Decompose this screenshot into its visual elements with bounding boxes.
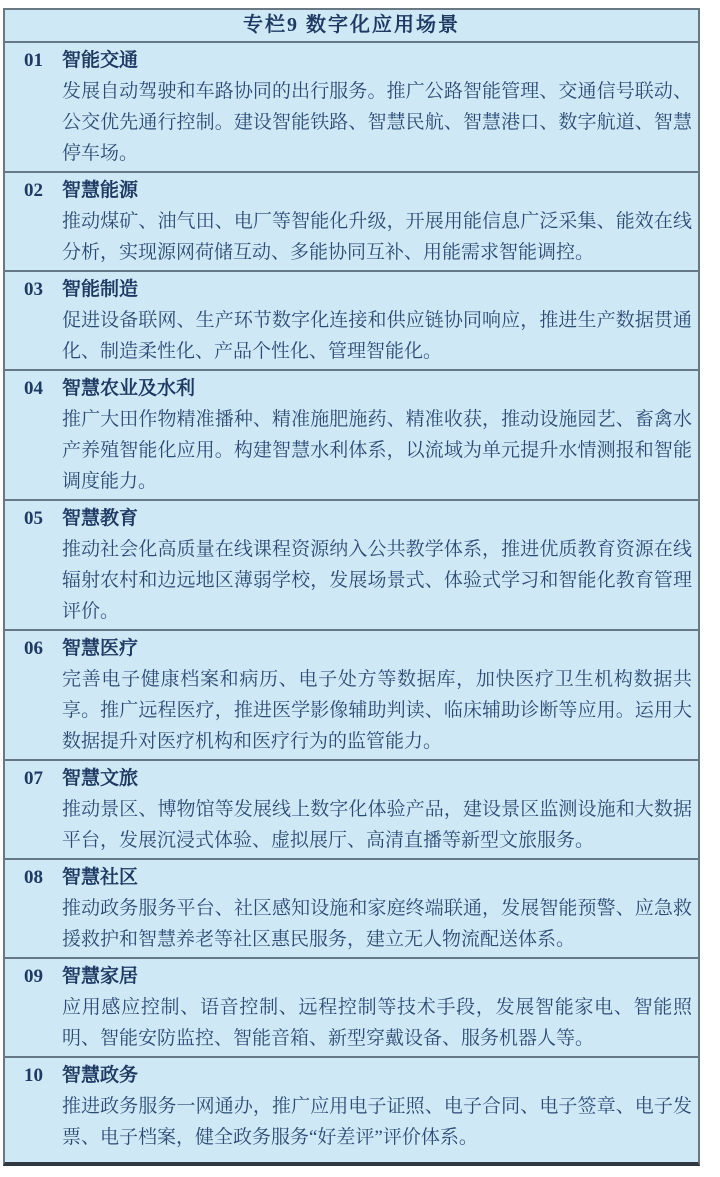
row-content — [62, 633, 692, 757]
rows-container — [5, 43, 698, 1155]
row-title: 智能制造 — [62, 279, 139, 300]
row-content — [62, 862, 692, 955]
row-title: 智慧政务 — [62, 1065, 139, 1086]
row-number: 07 — [24, 768, 43, 789]
row-title: 智慧社区 — [62, 867, 139, 888]
row-number: 09 — [24, 966, 43, 987]
table-row — [5, 631, 698, 761]
table-row — [5, 272, 698, 371]
row-content — [62, 503, 692, 627]
row-number: 03 — [24, 279, 43, 300]
row-title: 智慧医疗 — [62, 638, 139, 659]
table-row — [5, 371, 698, 501]
row-number: 02 — [24, 180, 43, 201]
row-title: 智慧农业及水利 — [62, 378, 196, 399]
row-number: 05 — [24, 508, 43, 529]
panel-title: 专栏9 数字化应用场景 — [5, 10, 698, 43]
row-number: 10 — [24, 1065, 43, 1086]
row-body: 推动景区、博物馆等发展线上数字化体验产品，建设景区监测设施和大数据平台，发展沉浸式体验、虚拟展厅、高清直播等新型文旅服务。 — [62, 799, 692, 851]
row-title: 智慧文旅 — [62, 768, 139, 789]
table-row — [5, 959, 698, 1058]
row-number: 01 — [24, 50, 43, 71]
row-body: 促进设备联网、生产环节数字化连接和供应链协同响应，推进生产数据贯通化、制造柔性化、产品个性化、管理智能化。 — [62, 310, 692, 362]
row-body: 发展自动驾驶和车路协同的出行服务。推广公路智能管理、交通信号联动、公交优先通行控制。建设智能铁路、智慧民航、智慧港口、数字航道、智慧停车场。 — [62, 81, 692, 164]
row-body: 推进政务服务一网通办，推广应用电子证照、电子合同、电子签章、电子发票、电子档案，健全政务服务“好差评”评价体系。 — [62, 1096, 692, 1148]
table-row — [5, 860, 698, 959]
row-body: 完善电子健康档案和病历、电子处方等数据库，加快医疗卫生机构数据共享。推广远程医疗，推进医学影像辅助判读、临床辅助诊断等应用。运用大数据提升对医疗机构和医疗行为的监管能力。 — [62, 669, 692, 752]
table-row — [5, 501, 698, 631]
table-row — [5, 43, 698, 173]
row-content — [62, 1060, 692, 1153]
row-title: 智慧家居 — [62, 966, 139, 987]
row-content — [62, 763, 692, 856]
row-number: 06 — [24, 638, 43, 659]
row-body: 推动政务服务平台、社区感知设施和家庭终端联通，发展智能预警、应急救援救护和智慧养老等社区惠民服务，建立无人物流配送体系。 — [62, 898, 692, 950]
row-content — [62, 961, 692, 1054]
scenario-table-panel — [3, 8, 700, 1166]
row-title: 智慧教育 — [62, 508, 139, 529]
table-row — [5, 1058, 698, 1155]
row-body: 推动社会化高质量在线课程资源纳入公共教学体系，推进优质教育资源在线辐射农村和边远地区薄弱学校，发展场景式、体验式学习和智能化教育管理评价。 — [62, 539, 692, 622]
row-content — [62, 373, 692, 497]
row-content — [62, 175, 692, 268]
row-title: 智能交通 — [62, 50, 139, 71]
row-body: 推动煤矿、油气田、电厂等智能化升级，开展用能信息广泛采集、能效在线分析，实现源网荷储互动、多能协同互补、用能需求智能调控。 — [62, 211, 692, 263]
row-body: 推广大田作物精准播种、精准施肥施药、精准收获，推动设施园艺、畜禽水产养殖智能化应用。构建智慧水利体系，以流域为单元提升水情测报和智能调度能力。 — [62, 409, 692, 492]
row-number: 08 — [24, 867, 43, 888]
table-row — [5, 761, 698, 860]
row-title: 智慧能源 — [62, 180, 139, 201]
row-body: 应用感应控制、语音控制、远程控制等技术手段，发展智能家电、智能照明、智能安防监控、智能音箱、新型穿戴设备、服务机器人等。 — [62, 997, 692, 1049]
row-content — [62, 45, 692, 169]
row-content — [62, 274, 692, 367]
table-row — [5, 173, 698, 272]
row-number: 04 — [24, 378, 43, 399]
